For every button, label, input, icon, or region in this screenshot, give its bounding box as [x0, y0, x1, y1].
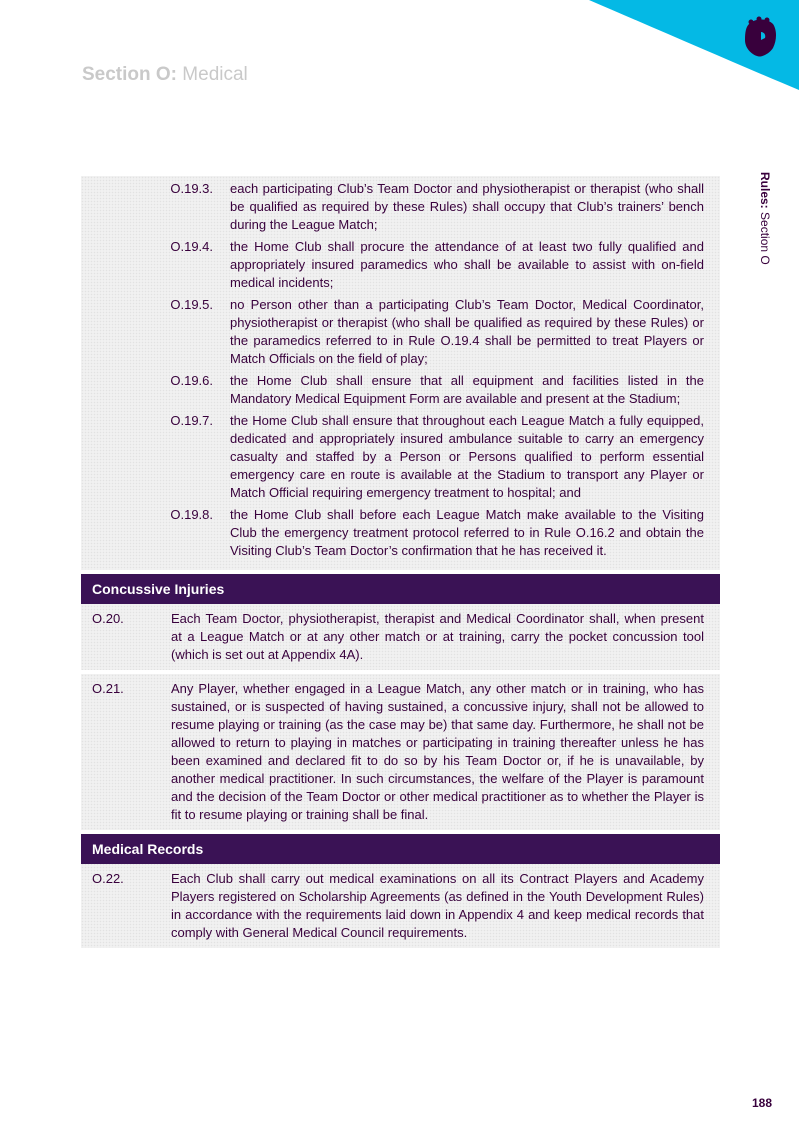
section-title: Section O: Medical	[82, 64, 248, 85]
sub-rule-text: the Home Club shall before each League Match make available to the Visiting Club the emergency treatment protocol referred to in Rule O.16.2 and obtain the Visiting Club’s Team Doctor’s confirmation that he has received it.	[230, 507, 704, 558]
sub-rule-number: O.19.8.	[170, 507, 213, 522]
side-section-label: Rules: Section O	[758, 172, 772, 265]
corner-decoration	[589, 0, 799, 90]
concussive-injuries-heading: Concussive Injuries	[81, 574, 720, 604]
rule-number: O.21.	[92, 681, 124, 696]
rules-content	[81, 176, 720, 948]
sub-rule-text: the Home Club shall procure the attendance of at least two fully qualified and appropriately insured paramedics who shall be available to assist with on-field medical incidents;	[230, 239, 704, 290]
sub-rule-item	[81, 180, 720, 234]
sub-rule-text: the Home Club shall ensure that all equipment and facilities listed in the Mandatory Medical Equipment Form are available and present at the Stadium;	[230, 373, 704, 406]
rule-text: Each Club shall carry out medical examinations on all its Contract Players and Academy Players registered on Scholarship Agreements (as defined in the Youth Development Rules) in accordance with the requirements laid down in Appendix 4 and keep medical records that comply with General Medical Council requirements.	[171, 871, 704, 940]
sub-rule-number: O.19.4.	[170, 239, 213, 254]
page-number: 188	[751, 1096, 772, 1110]
sub-rule-text: no Person other than a participating Club’s Team Doctor, Medical Coordinator, physiotherapist or therapist (who shall be qualified as required by these Rules) or the paramedics referred to in Rule O.19.4 shall be permitted to treat Players or Match Officials on the field of play;	[230, 297, 704, 366]
sub-rule-number: O.19.6.	[170, 373, 213, 388]
rule-item	[81, 604, 720, 674]
sub-rule-item	[81, 296, 720, 368]
rule-number: O.20.	[92, 611, 124, 626]
sub-rule-number: O.19.3.	[170, 181, 213, 196]
medical-records-heading: Medical Records	[81, 834, 720, 864]
sub-rule-number: O.19.5.	[170, 297, 213, 312]
rule-item	[81, 674, 720, 834]
rule-number: O.22.	[92, 871, 124, 886]
rule-item	[81, 864, 720, 948]
sub-rule-item	[81, 372, 720, 408]
sub-rule-item	[81, 412, 720, 502]
sub-rule-item	[81, 506, 720, 560]
rule-text: Any Player, whether engaged in a League Match, any other match or in training, who has sustained, or is suspected of having sustained, a concussive injury, shall not be allowed to resume playing or training (as the case may be) that same day. Furthermore, he shall not be allowed to return to playing in matches or participating in training thereafter unless he has been examined and declared fit to do so by his Team Doctor or, if he is unavailable, by another medical practitioner. In such circumstances, the welfare of the Player is paramount and the decision of the Team Doctor or other medical practitioner as to whether the Player is fit to resume playing or training shall be final.	[171, 681, 704, 822]
sub-rule-text: the Home Club shall ensure that throughout each League Match a fully equipped, dedicated and appropriately insured ambulance suitable to carry an emergency casualty and staffed by a Person or Persons qualified to perform essential emergency care en route is available at the Stadium to transport any Player or Match Official requiring emergency treatment to hospital; and	[230, 413, 704, 500]
sub-rule-number: O.19.7.	[170, 413, 213, 428]
sub-rule-text: each participating Club’s Team Doctor and physiotherapist or therapist (who shall be qualified as required by these Rules) shall occupy that Club’s trainers’ bench during the League Match;	[230, 181, 704, 232]
sub-rule-item	[81, 238, 720, 292]
sub-rule-list	[81, 176, 720, 574]
rule-text: Each Team Doctor, physiotherapist, therapist and Medical Coordinator shall, when present at a League Match or at any other match or at training, carry the pocket concussion tool (which is set out at Appendix 4A).	[171, 611, 704, 662]
